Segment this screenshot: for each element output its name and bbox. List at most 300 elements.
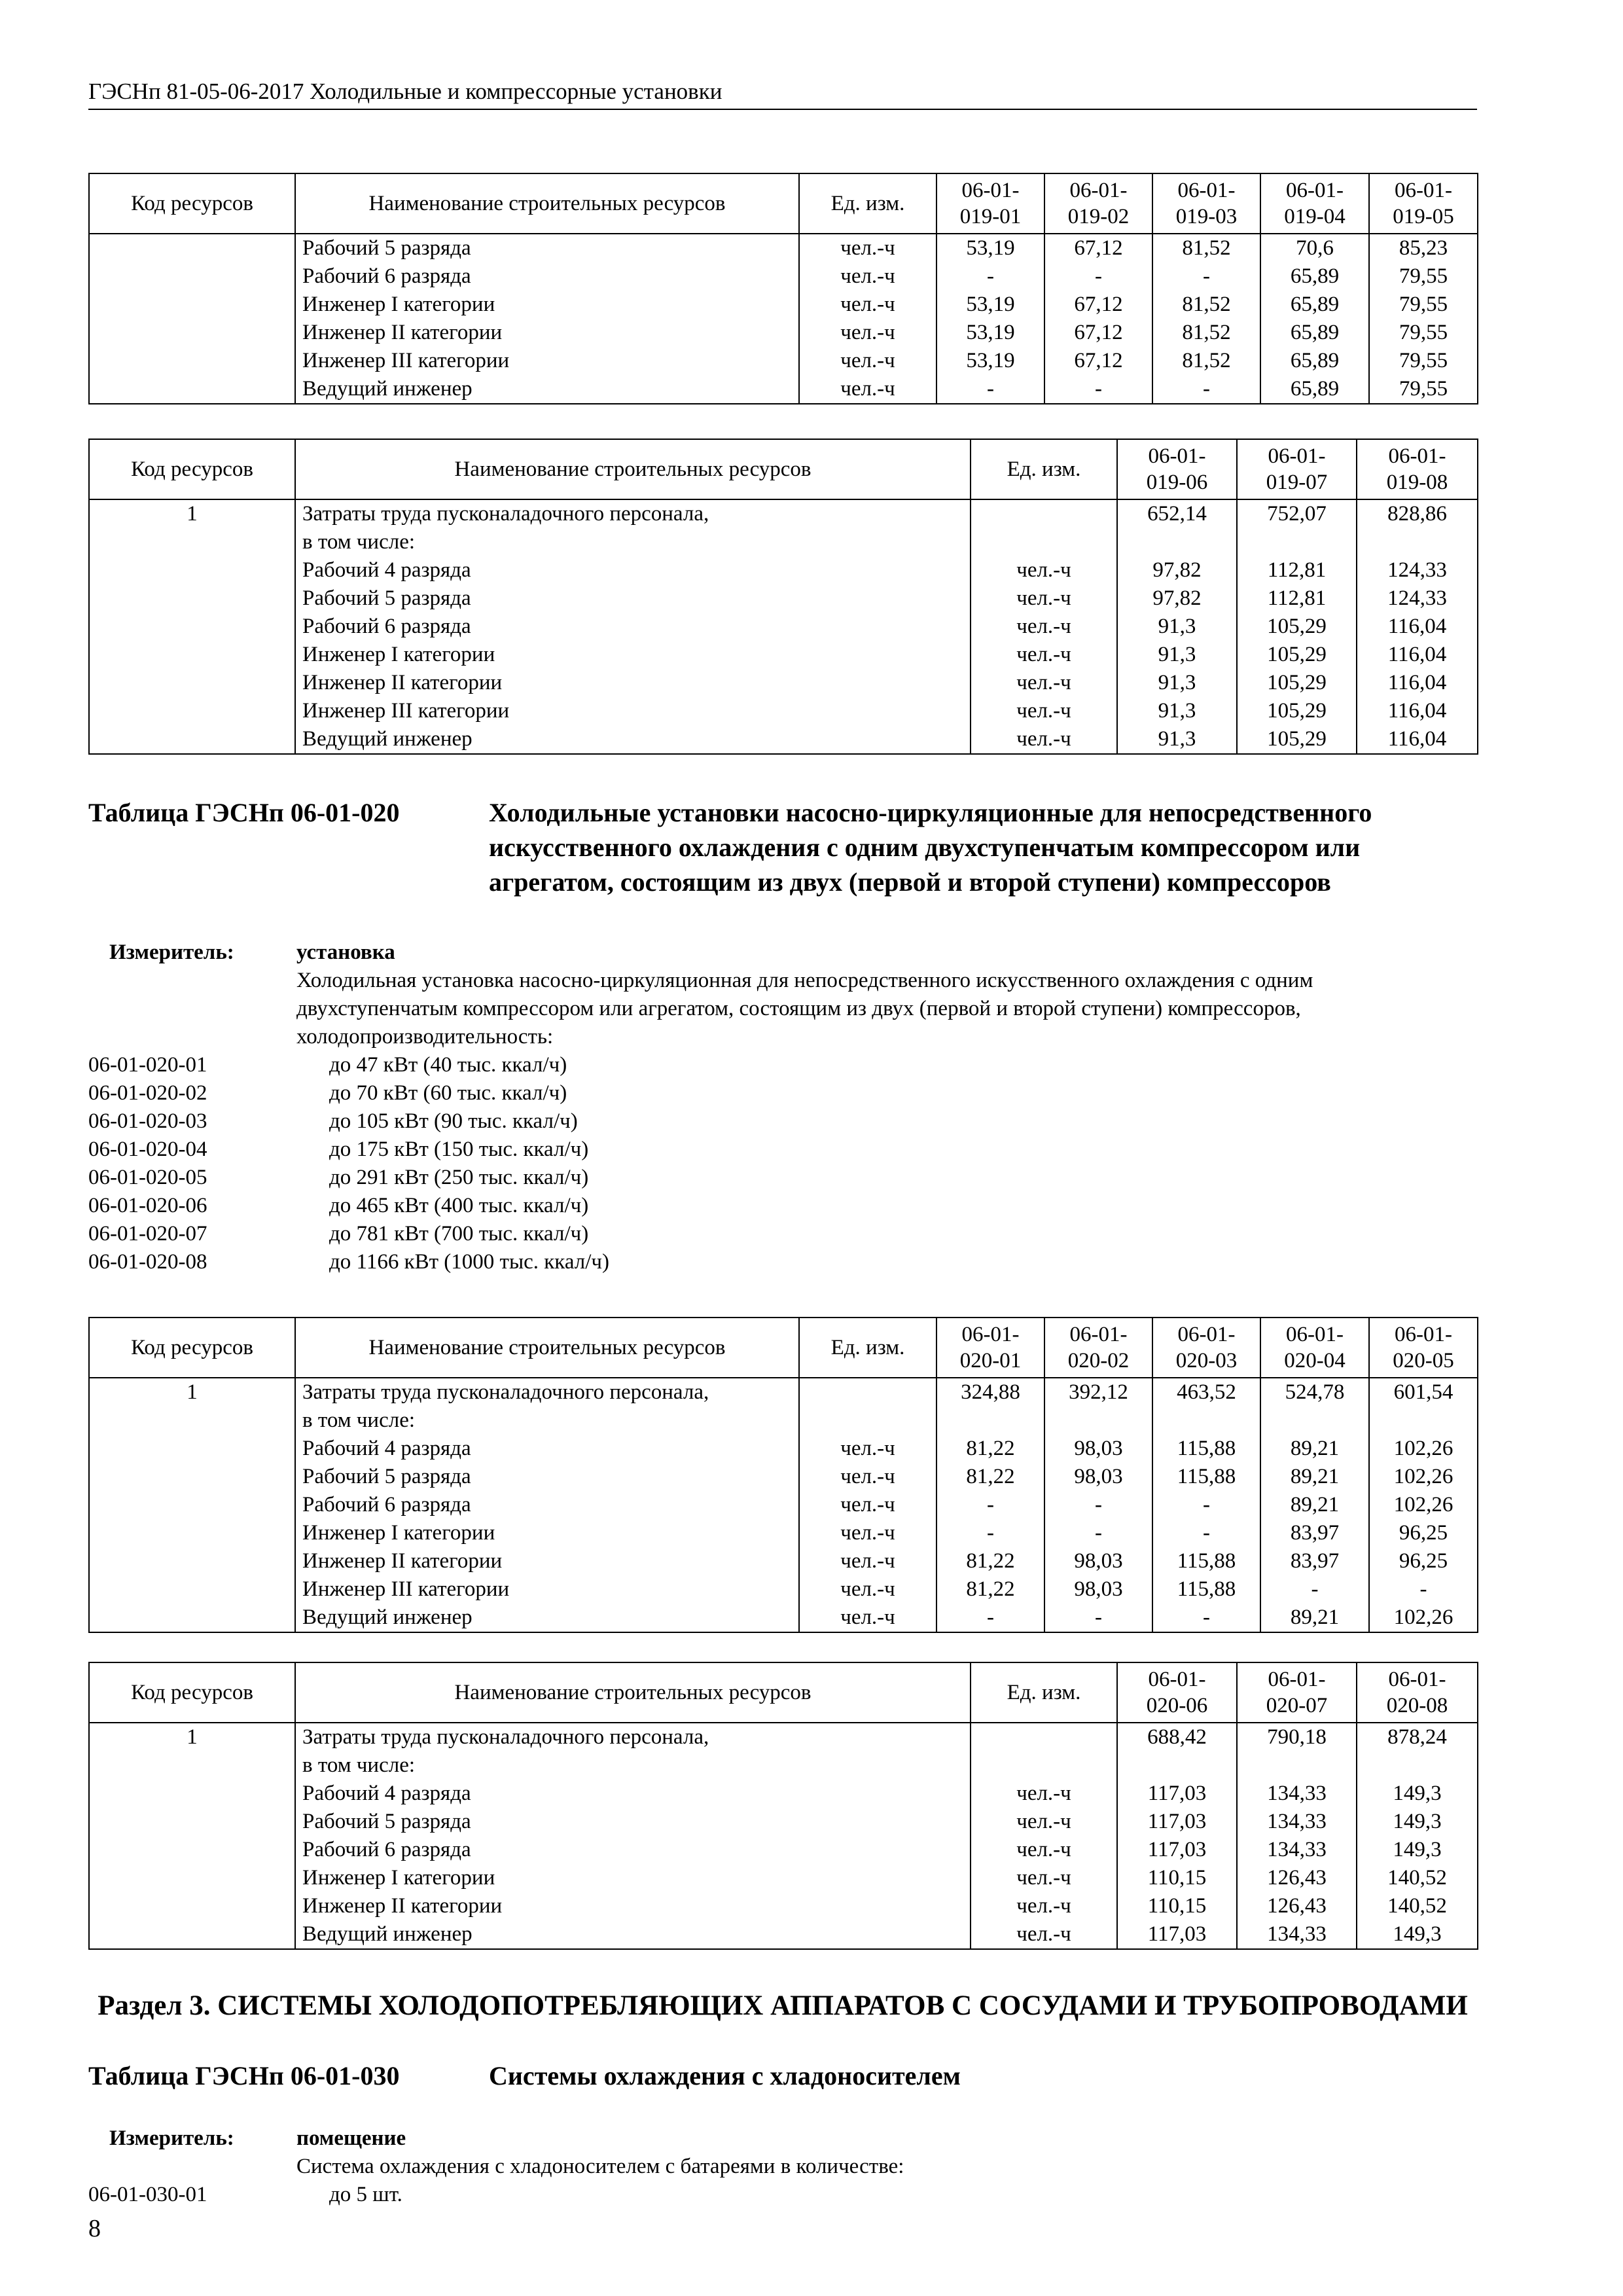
cell-value: 116,04 bbox=[1357, 641, 1478, 669]
item-text: до 291 кВт (250 тыс. ккал/ч) bbox=[329, 1166, 589, 1189]
cell-value: 67,12 bbox=[1044, 319, 1152, 347]
table-row bbox=[89, 1491, 1478, 1519]
cell-value: 79,55 bbox=[1369, 319, 1478, 347]
table-030-meter-block bbox=[88, 2125, 1477, 2209]
cell-value: 115,88 bbox=[1152, 1435, 1260, 1463]
cell-value: 79,55 bbox=[1369, 262, 1478, 291]
header-col-code: 06-01- 019-08 bbox=[1357, 439, 1478, 499]
header-col-code: 06-01- 020-02 bbox=[1044, 1318, 1152, 1378]
cell-unit: чел.-ч bbox=[971, 641, 1117, 669]
table-020-heading bbox=[88, 795, 1477, 899]
cell-value: 81,52 bbox=[1152, 347, 1260, 375]
table-row bbox=[89, 1892, 1478, 1920]
cell-name: Рабочий 6 разряда bbox=[295, 1491, 799, 1519]
cell-value: 91,3 bbox=[1117, 697, 1237, 725]
table-row bbox=[89, 291, 1478, 319]
cell-value: 89,21 bbox=[1260, 1604, 1369, 1632]
cell-code bbox=[89, 1751, 295, 1780]
resource-table-020-01-05 bbox=[88, 1317, 1478, 1633]
resource-table-019-06-08 bbox=[88, 439, 1478, 755]
cell-name: Инженер II категории bbox=[295, 1892, 971, 1920]
page-number: 8 bbox=[88, 2215, 101, 2242]
cell-value bbox=[1237, 1751, 1357, 1780]
cell-value: 115,88 bbox=[1152, 1463, 1260, 1491]
cell-value: 53,19 bbox=[936, 319, 1044, 347]
cell-code bbox=[89, 669, 295, 697]
table-row bbox=[89, 669, 1478, 697]
cell-value: 105,29 bbox=[1237, 725, 1357, 754]
cell-name: Инженер III категории bbox=[295, 347, 799, 375]
item-text: до 1166 кВт (1000 тыс. ккал/ч) bbox=[329, 1250, 609, 1274]
cell-code bbox=[89, 697, 295, 725]
header-col-code: 06-01- 020-03 bbox=[1152, 1318, 1260, 1378]
cell-value: 134,33 bbox=[1237, 1808, 1357, 1836]
cell-value: 81,22 bbox=[936, 1547, 1044, 1575]
cell-name: Инженер III категории bbox=[295, 1575, 799, 1604]
cell-value: 124,33 bbox=[1357, 556, 1478, 584]
item-text: до 105 кВт (90 тыс. ккал/ч) bbox=[329, 1109, 578, 1133]
resource-table-020-06-08 bbox=[88, 1662, 1478, 1950]
cell-value: 828,86 bbox=[1357, 499, 1478, 528]
cell-code bbox=[89, 1808, 295, 1836]
header-col-code: 06-01- 019-02 bbox=[1044, 173, 1152, 234]
cell-value: - bbox=[936, 1604, 1044, 1632]
header-col-code: 06-01- 019-04 bbox=[1260, 173, 1369, 234]
table-row bbox=[89, 262, 1478, 291]
cell-value: - bbox=[1152, 1491, 1260, 1519]
cell-value: 81,52 bbox=[1152, 319, 1260, 347]
cell-value: 102,26 bbox=[1369, 1604, 1478, 1632]
cell-value: 105,29 bbox=[1237, 669, 1357, 697]
cell-value: 149,3 bbox=[1357, 1920, 1478, 1949]
cell-value: 117,03 bbox=[1117, 1808, 1237, 1836]
cell-code bbox=[89, 347, 295, 375]
cell-name: Рабочий 4 разряда bbox=[295, 1780, 971, 1808]
cell-value: 878,24 bbox=[1357, 1723, 1478, 1751]
cell-name: Ведущий инженер bbox=[295, 375, 799, 404]
cell-value: 124,33 bbox=[1357, 584, 1478, 613]
cell-name: Рабочий 5 разряда bbox=[295, 584, 971, 613]
meter-item bbox=[88, 1164, 1477, 1192]
cell-name: Затраты труда пусконаладочного персонала, bbox=[295, 1723, 971, 1751]
cell-value: 116,04 bbox=[1357, 669, 1478, 697]
cell-value: 524,78 bbox=[1260, 1378, 1369, 1407]
header-unit: Ед. изм. bbox=[799, 173, 936, 234]
cell-code: 1 bbox=[89, 499, 295, 528]
cell-value bbox=[1357, 1751, 1478, 1780]
cell-value: 89,21 bbox=[1260, 1435, 1369, 1463]
cell-code: 1 bbox=[89, 1723, 295, 1751]
cell-value: - bbox=[1152, 1604, 1260, 1632]
table-row bbox=[89, 347, 1478, 375]
cell-value: - bbox=[1369, 1575, 1478, 1604]
meter-items-020 bbox=[88, 1051, 1477, 1276]
table-row bbox=[89, 1920, 1478, 1949]
cell-code bbox=[89, 556, 295, 584]
cell-code bbox=[89, 234, 295, 262]
table-030-title: Системы охлаждения с хладоносителем bbox=[489, 2061, 961, 2090]
cell-name: Ведущий инженер bbox=[295, 1920, 971, 1949]
cell-value bbox=[1237, 528, 1357, 556]
cell-code bbox=[89, 1547, 295, 1575]
cell-unit: чел.-ч bbox=[971, 1892, 1117, 1920]
cell-value: 134,33 bbox=[1237, 1780, 1357, 1808]
header-col-code: 06-01- 019-03 bbox=[1152, 173, 1260, 234]
cell-value: 140,52 bbox=[1357, 1864, 1478, 1892]
header-code: Код ресурсов bbox=[89, 1662, 295, 1723]
cell-value: 81,22 bbox=[936, 1463, 1044, 1491]
cell-value: 98,03 bbox=[1044, 1463, 1152, 1491]
cell-value: 134,33 bbox=[1237, 1920, 1357, 1949]
meter-item bbox=[88, 2181, 1477, 2209]
cell-value: 126,43 bbox=[1237, 1864, 1357, 1892]
table-row bbox=[89, 1604, 1478, 1632]
cell-value: 105,29 bbox=[1237, 613, 1357, 641]
cell-name: Рабочий 6 разряда bbox=[295, 262, 799, 291]
table-row bbox=[89, 1407, 1478, 1435]
cell-value: - bbox=[936, 1491, 1044, 1519]
cell-code bbox=[89, 1780, 295, 1808]
cell-name: Рабочий 4 разряда bbox=[295, 556, 971, 584]
cell-name: Ведущий инженер bbox=[295, 1604, 799, 1632]
cell-unit: чел.-ч bbox=[971, 1808, 1117, 1836]
cell-unit: чел.-ч bbox=[971, 613, 1117, 641]
cell-unit: чел.-ч bbox=[799, 262, 936, 291]
cell-name: Рабочий 5 разряда bbox=[295, 1808, 971, 1836]
cell-value: 85,23 bbox=[1369, 234, 1478, 262]
table-row bbox=[89, 697, 1478, 725]
cell-unit: чел.-ч bbox=[799, 1604, 936, 1632]
cell-value: 116,04 bbox=[1357, 725, 1478, 754]
cell-value: 81,52 bbox=[1152, 291, 1260, 319]
meter-items-030 bbox=[88, 2181, 1477, 2209]
header-name: Наименование строительных ресурсов bbox=[295, 1318, 799, 1378]
header-name: Наименование строительных ресурсов bbox=[295, 173, 799, 234]
header-col-code: 06-01- 019-05 bbox=[1369, 173, 1478, 234]
table-row bbox=[89, 1435, 1478, 1463]
cell-unit: чел.-ч bbox=[799, 291, 936, 319]
cell-code bbox=[89, 319, 295, 347]
cell-value: - bbox=[936, 262, 1044, 291]
cell-unit bbox=[971, 499, 1117, 528]
cell-code bbox=[89, 1836, 295, 1864]
header-col-code: 06-01- 020-01 bbox=[936, 1318, 1044, 1378]
cell-name: Затраты труда пусконаладочного персонала, bbox=[295, 1378, 799, 1407]
header-unit: Ед. изм. bbox=[971, 1662, 1117, 1723]
table-row bbox=[89, 375, 1478, 404]
cell-unit: чел.-ч bbox=[799, 1575, 936, 1604]
table-020-number: Таблица ГЭСНп 06-01-020 bbox=[88, 798, 400, 827]
cell-unit: чел.-ч bbox=[971, 1864, 1117, 1892]
cell-value: 91,3 bbox=[1117, 641, 1237, 669]
header-col-code: 06-01- 019-07 bbox=[1237, 439, 1357, 499]
resource-table-019-01-05 bbox=[88, 173, 1478, 404]
table-row bbox=[89, 1378, 1478, 1407]
cell-unit: чел.-ч bbox=[799, 1547, 936, 1575]
cell-value: 652,14 bbox=[1117, 499, 1237, 528]
cell-value: 110,15 bbox=[1117, 1892, 1237, 1920]
cell-value: 96,25 bbox=[1369, 1547, 1478, 1575]
cell-name: Инженер III категории bbox=[295, 697, 971, 725]
cell-value: 65,89 bbox=[1260, 291, 1369, 319]
cell-value: 79,55 bbox=[1369, 375, 1478, 404]
cell-code bbox=[89, 1491, 295, 1519]
table-020-meter-block bbox=[88, 939, 1477, 1276]
cell-value: 392,12 bbox=[1044, 1378, 1152, 1407]
cell-value: 117,03 bbox=[1117, 1836, 1237, 1864]
cell-unit: чел.-ч bbox=[971, 697, 1117, 725]
cell-unit: чел.-ч bbox=[971, 584, 1117, 613]
table-row bbox=[89, 1751, 1478, 1780]
cell-code bbox=[89, 613, 295, 641]
cell-value: - bbox=[1044, 1491, 1152, 1519]
table-row bbox=[89, 528, 1478, 556]
cell-value: 790,18 bbox=[1237, 1723, 1357, 1751]
cell-code bbox=[89, 1435, 295, 1463]
cell-name: в том числе: bbox=[295, 528, 971, 556]
cell-name: Рабочий 4 разряда bbox=[295, 1435, 799, 1463]
cell-unit: чел.-ч bbox=[971, 1836, 1117, 1864]
cell-code bbox=[89, 1463, 295, 1491]
table-row bbox=[89, 1836, 1478, 1864]
cell-value: - bbox=[1152, 262, 1260, 291]
meter-label: Измеритель: bbox=[109, 941, 234, 964]
table-row bbox=[89, 641, 1478, 669]
header-col-code: 06-01- 019-06 bbox=[1117, 439, 1237, 499]
item-text: до 465 кВт (400 тыс. ккал/ч) bbox=[329, 1194, 589, 1217]
item-code: 06-01-020-02 bbox=[88, 1081, 207, 1105]
header-unit: Ед. изм. bbox=[971, 439, 1117, 499]
header-col-code: 06-01- 020-07 bbox=[1237, 1662, 1357, 1723]
cell-value: 70,6 bbox=[1260, 234, 1369, 262]
cell-value: 97,82 bbox=[1117, 556, 1237, 584]
table-row bbox=[89, 1463, 1478, 1491]
running-head: ГЭСНп 81-05-06-2017 Холодильные и компрессорные установки bbox=[88, 77, 1477, 110]
item-code: 06-01-020-06 bbox=[88, 1194, 207, 1217]
cell-value: 91,3 bbox=[1117, 669, 1237, 697]
document-page bbox=[88, 77, 1477, 2209]
cell-value: 97,82 bbox=[1117, 584, 1237, 613]
cell-value: 105,29 bbox=[1237, 697, 1357, 725]
cell-name: Инженер I категории bbox=[295, 641, 971, 669]
header-name: Наименование строительных ресурсов bbox=[295, 439, 971, 499]
cell-value: 126,43 bbox=[1237, 1892, 1357, 1920]
cell-value: 53,19 bbox=[936, 291, 1044, 319]
table-row bbox=[89, 234, 1478, 262]
item-code: 06-01-020-01 bbox=[88, 1053, 207, 1077]
cell-code bbox=[89, 1407, 295, 1435]
cell-code bbox=[89, 584, 295, 613]
cell-name: Ведущий инженер bbox=[295, 725, 971, 754]
cell-name: Рабочий 5 разряда bbox=[295, 1463, 799, 1491]
meter-value: установка bbox=[296, 941, 395, 964]
cell-unit: чел.-ч bbox=[971, 556, 1117, 584]
cell-name: Инженер I категории bbox=[295, 1864, 971, 1892]
table-row bbox=[89, 556, 1478, 584]
cell-value: - bbox=[1152, 1519, 1260, 1547]
cell-code bbox=[89, 375, 295, 404]
cell-code bbox=[89, 262, 295, 291]
item-code: 06-01-020-03 bbox=[88, 1109, 207, 1133]
cell-code bbox=[89, 1519, 295, 1547]
cell-name: Рабочий 5 разряда bbox=[295, 234, 799, 262]
cell-value: 117,03 bbox=[1117, 1780, 1237, 1808]
cell-value: 91,3 bbox=[1117, 725, 1237, 754]
cell-name: в том числе: bbox=[295, 1751, 971, 1780]
cell-value: 115,88 bbox=[1152, 1575, 1260, 1604]
cell-value: 105,29 bbox=[1237, 641, 1357, 669]
table-row bbox=[89, 725, 1478, 754]
cell-value: 149,3 bbox=[1357, 1808, 1478, 1836]
cell-value: 83,97 bbox=[1260, 1519, 1369, 1547]
cell-value: 79,55 bbox=[1369, 347, 1478, 375]
meter-description: Система охлаждения с хладоносителем с батареями в количестве: bbox=[296, 2155, 904, 2178]
meter-label: Измеритель: bbox=[109, 2126, 234, 2150]
cell-unit: чел.-ч bbox=[799, 1519, 936, 1547]
cell-code bbox=[89, 1575, 295, 1604]
cell-value bbox=[1117, 528, 1237, 556]
cell-unit bbox=[971, 1723, 1117, 1751]
cell-value: 89,21 bbox=[1260, 1463, 1369, 1491]
cell-code bbox=[89, 1604, 295, 1632]
cell-value: 79,55 bbox=[1369, 291, 1478, 319]
table-row bbox=[89, 1547, 1478, 1575]
cell-value: 102,26 bbox=[1369, 1435, 1478, 1463]
item-text: до 781 кВт (700 тыс. ккал/ч) bbox=[329, 1222, 589, 1246]
meter-item bbox=[88, 1192, 1477, 1220]
cell-value: 98,03 bbox=[1044, 1435, 1152, 1463]
cell-code bbox=[89, 725, 295, 754]
cell-value bbox=[1117, 1751, 1237, 1780]
cell-code bbox=[89, 1920, 295, 1949]
table-row bbox=[89, 1808, 1478, 1836]
cell-value: 112,81 bbox=[1237, 556, 1357, 584]
cell-unit: чел.-ч bbox=[799, 1463, 936, 1491]
cell-value: - bbox=[1152, 375, 1260, 404]
cell-unit bbox=[971, 1751, 1117, 1780]
cell-value: 67,12 bbox=[1044, 347, 1152, 375]
cell-value: 463,52 bbox=[1152, 1378, 1260, 1407]
cell-value: 65,89 bbox=[1260, 262, 1369, 291]
cell-unit bbox=[799, 1407, 936, 1435]
item-text: до 5 шт. bbox=[329, 2183, 402, 2206]
cell-unit: чел.-ч bbox=[799, 347, 936, 375]
table-row bbox=[89, 1519, 1478, 1547]
meter-item bbox=[88, 1220, 1477, 1248]
cell-code bbox=[89, 641, 295, 669]
cell-value: 91,3 bbox=[1117, 613, 1237, 641]
cell-value: - bbox=[1044, 1519, 1152, 1547]
header-col-code: 06-01- 020-06 bbox=[1117, 1662, 1237, 1723]
item-code: 06-01-020-08 bbox=[88, 1250, 207, 1274]
table-row bbox=[89, 319, 1478, 347]
cell-name: Инженер II категории bbox=[295, 319, 799, 347]
cell-value: - bbox=[1260, 1575, 1369, 1604]
cell-unit: чел.-ч bbox=[799, 1435, 936, 1463]
cell-value: - bbox=[1044, 1604, 1152, 1632]
cell-code bbox=[89, 1864, 295, 1892]
cell-value: 149,3 bbox=[1357, 1780, 1478, 1808]
cell-value: 688,42 bbox=[1117, 1723, 1237, 1751]
item-code: 06-01-030-01 bbox=[88, 2183, 207, 2206]
cell-code bbox=[89, 291, 295, 319]
cell-value: 83,97 bbox=[1260, 1547, 1369, 1575]
cell-value: 149,3 bbox=[1357, 1836, 1478, 1864]
item-text: до 47 кВт (40 тыс. ккал/ч) bbox=[329, 1053, 567, 1077]
cell-value: 112,81 bbox=[1237, 584, 1357, 613]
cell-value: - bbox=[1044, 375, 1152, 404]
cell-unit: чел.-ч bbox=[971, 669, 1117, 697]
header-code: Код ресурсов bbox=[89, 173, 295, 234]
table-020-title: Холодильные установки насосно-циркуляционные для непосредственного искусственного охлаждения с одним двухступенчатым компрессором или агрегатом, состоящим из двух (первой и второй ступени) компрессоров bbox=[489, 798, 1372, 897]
meter-description: Холодильная установка насосно-циркуляционная для непосредственного искусственного охлаждения с одним двухступенчатым компрессором или агрегатом, состоящим из двух (первой и второй ступени) компрессоров, холодопроизводительность: bbox=[296, 969, 1313, 1049]
cell-value: 98,03 bbox=[1044, 1575, 1152, 1604]
header-code: Код ресурсов bbox=[89, 439, 295, 499]
cell-code bbox=[89, 528, 295, 556]
cell-value: 102,26 bbox=[1369, 1491, 1478, 1519]
cell-value bbox=[1044, 1407, 1152, 1435]
meter-item bbox=[88, 1051, 1477, 1079]
cell-value: 96,25 bbox=[1369, 1519, 1478, 1547]
cell-unit: чел.-ч bbox=[799, 319, 936, 347]
item-code: 06-01-020-05 bbox=[88, 1166, 207, 1189]
table-030-number: Таблица ГЭСНп 06-01-030 bbox=[88, 2061, 400, 2090]
cell-name: в том числе: bbox=[295, 1407, 799, 1435]
header-name: Наименование строительных ресурсов bbox=[295, 1662, 971, 1723]
cell-value: 102,26 bbox=[1369, 1463, 1478, 1491]
cell-code bbox=[89, 1892, 295, 1920]
cell-code: 1 bbox=[89, 1378, 295, 1407]
cell-value bbox=[1357, 528, 1478, 556]
header-col-code: 06-01- 020-05 bbox=[1369, 1318, 1478, 1378]
table-row bbox=[89, 499, 1478, 528]
item-text: до 70 кВт (60 тыс. ккал/ч) bbox=[329, 1081, 567, 1105]
cell-value bbox=[1260, 1407, 1369, 1435]
cell-value: 65,89 bbox=[1260, 375, 1369, 404]
cell-value: 67,12 bbox=[1044, 291, 1152, 319]
cell-unit: чел.-ч bbox=[799, 1491, 936, 1519]
item-text: до 175 кВт (150 тыс. ккал/ч) bbox=[329, 1138, 589, 1161]
cell-value: 324,88 bbox=[936, 1378, 1044, 1407]
header-col-code: 06-01- 020-08 bbox=[1357, 1662, 1478, 1723]
cell-value: 98,03 bbox=[1044, 1547, 1152, 1575]
section-3-title: Раздел 3. СИСТЕМЫ ХОЛОДОПОТРЕБЛЯЮЩИХ АППАРАТОВ С СОСУДАМИ И ТРУБОПРОВОДАМИ bbox=[98, 1990, 1468, 2021]
table-row bbox=[89, 613, 1478, 641]
cell-name: Затраты труда пусконаладочного персонала, bbox=[295, 499, 971, 528]
cell-value: 116,04 bbox=[1357, 697, 1478, 725]
header-unit: Ед. изм. bbox=[799, 1318, 936, 1378]
table-row bbox=[89, 1575, 1478, 1604]
cell-value bbox=[1369, 1407, 1478, 1435]
cell-unit: чел.-ч bbox=[971, 1780, 1117, 1808]
table-row bbox=[89, 1723, 1478, 1751]
meter-item bbox=[88, 1079, 1477, 1107]
cell-name: Инженер II категории bbox=[295, 1547, 799, 1575]
meter-item bbox=[88, 1136, 1477, 1164]
cell-value: 65,89 bbox=[1260, 347, 1369, 375]
cell-value bbox=[936, 1407, 1044, 1435]
cell-name: Рабочий 6 разряда bbox=[295, 613, 971, 641]
header-col-code: 06-01- 020-04 bbox=[1260, 1318, 1369, 1378]
cell-value: 81,22 bbox=[936, 1575, 1044, 1604]
cell-value: 116,04 bbox=[1357, 613, 1478, 641]
meter-item bbox=[88, 1248, 1477, 1276]
item-code: 06-01-020-04 bbox=[88, 1138, 207, 1161]
table-row bbox=[89, 1864, 1478, 1892]
cell-value: 81,22 bbox=[936, 1435, 1044, 1463]
cell-unit: чел.-ч bbox=[971, 1920, 1117, 1949]
table-row bbox=[89, 1780, 1478, 1808]
